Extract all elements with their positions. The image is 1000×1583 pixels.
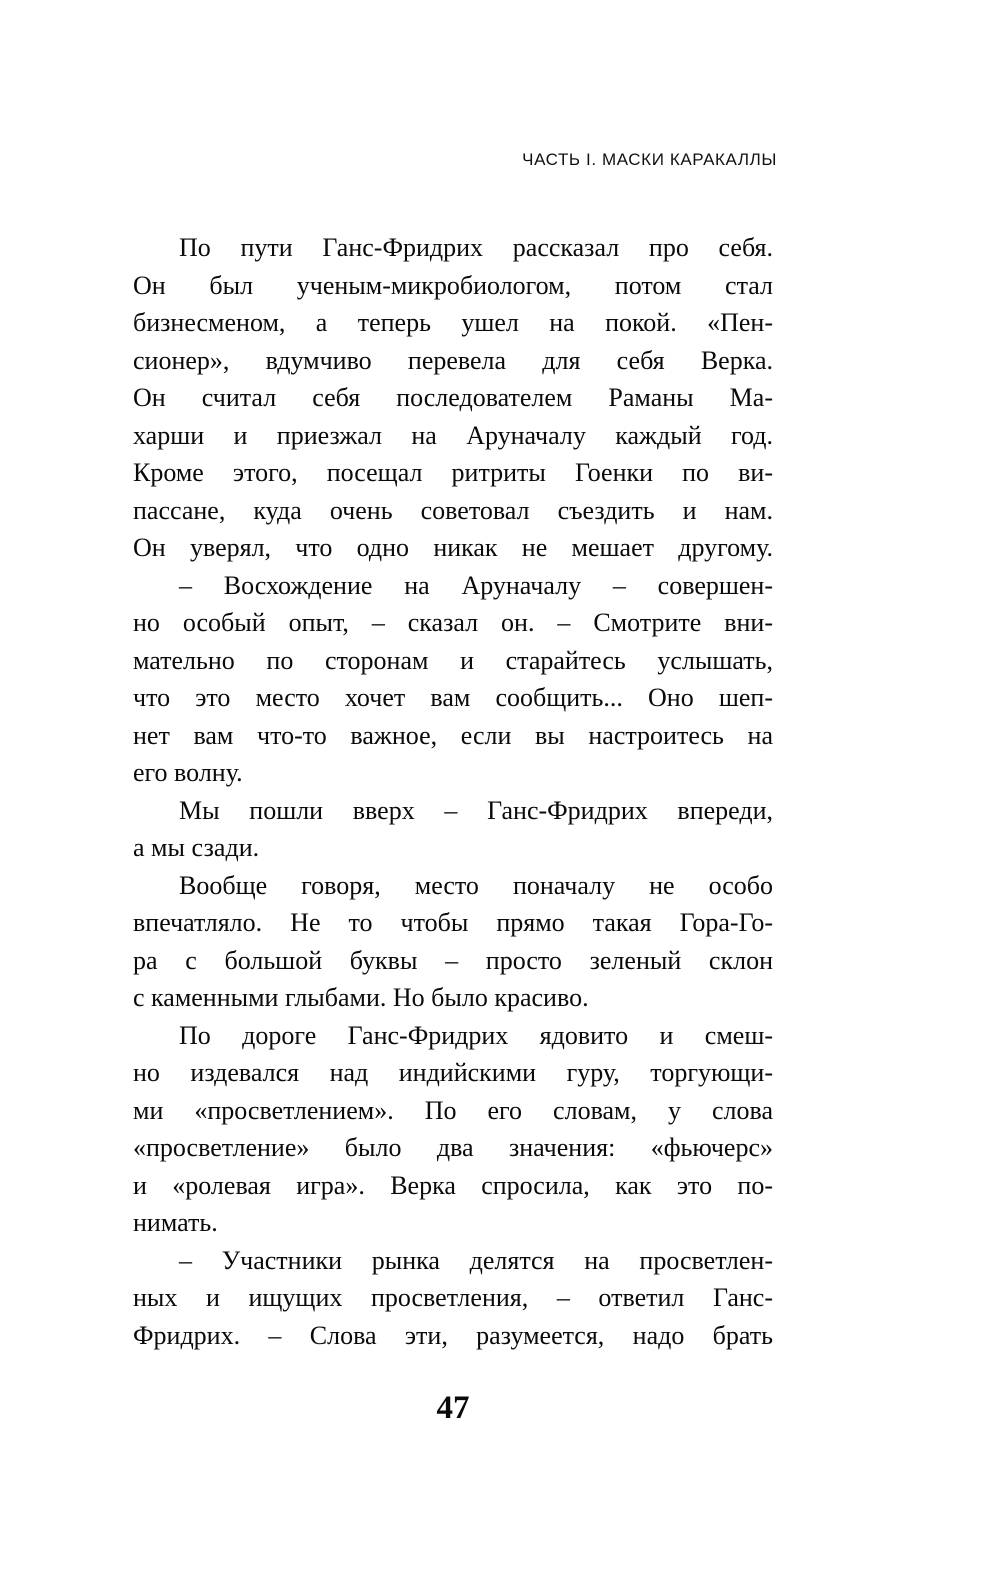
- text-line: – Участники рынка делятся на просветлен-: [179, 1245, 773, 1275]
- text-line: впечатляло. Не то чтобы прямо такая Гора-Го-: [133, 908, 773, 937]
- paragraph: [133, 867, 773, 1017]
- page-number: 47: [436, 1390, 470, 1426]
- running-head: ЧАСТЬ I. МАСКИ КАРАКАЛЛЫ: [522, 150, 777, 169]
- paragraph: [133, 792, 773, 867]
- text-line: но издевался над индийскими гуру, торгующи-: [133, 1058, 773, 1087]
- text-line: ра с большой буквы – просто зеленый склон: [133, 945, 773, 975]
- text-line: сионер», вдумчиво перевела для себя Верка.: [133, 345, 773, 375]
- paragraph: [133, 1242, 773, 1355]
- text-line: но особый опыт, – сказал он. – Смотрите вни-: [133, 608, 773, 637]
- text-line: Кроме этого, посещал ритриты Гоенки по ви-: [133, 458, 773, 487]
- text-line: бизнесменом, а теперь ушел на покой. «Пен-: [133, 308, 773, 337]
- text-line: Он считал себя последователем Раманы Ма-: [133, 383, 773, 412]
- text-line: «просветление» было два значения: «фьючерс»: [133, 1133, 773, 1162]
- text-line: Фридрих. – Слова эти, разумеется, надо брать: [133, 1320, 773, 1350]
- text-line: мательно по сторонам и старайтесь услышать,: [133, 645, 773, 675]
- text-line: По дороге Ганс-Фридрих ядовито и смеш-: [179, 1020, 773, 1050]
- text-line: нимать.: [133, 1208, 218, 1237]
- paragraph: [133, 567, 773, 792]
- text-line: его волну.: [133, 758, 243, 787]
- text-line: Мы пошли вверх – Ганс-Фридрих впереди,: [179, 795, 773, 825]
- text-line: что это место хочет вам сообщить... Оно шеп-: [133, 683, 773, 712]
- text-line: ми «просветлением». По его словам, у слова: [133, 1095, 773, 1125]
- text-line: Он уверял, что одно никак не мешает другому.: [133, 533, 773, 562]
- text-line: харши и приезжал на Аруначалу каждый год.: [133, 420, 773, 450]
- text-line: и «ролевая игра». Верка спросила, как это по-: [133, 1170, 773, 1200]
- text-line: – Восхождение на Аруначалу – совершен-: [179, 570, 773, 600]
- paragraph: [133, 229, 773, 567]
- text-line: нет вам что-то важное, если вы настроитесь на: [133, 720, 773, 750]
- text-line: с каменными глыбами. Но было красиво.: [133, 983, 589, 1012]
- paragraph: [133, 1017, 773, 1242]
- body-text: [133, 229, 773, 1354]
- text-line: По пути Ганс-Фридрих рассказал про себя.: [179, 233, 773, 262]
- text-line: Вообще говоря, место поначалу не особо: [179, 870, 773, 900]
- text-line: пассане, куда очень советовал съездить и нам.: [133, 495, 773, 525]
- text-line: Он был ученым-микробиологом, потом стал: [133, 270, 773, 300]
- text-line: а мы сзади.: [133, 833, 260, 862]
- text-line: ных и ищущих просветления, – ответил Ганс-: [133, 1283, 773, 1312]
